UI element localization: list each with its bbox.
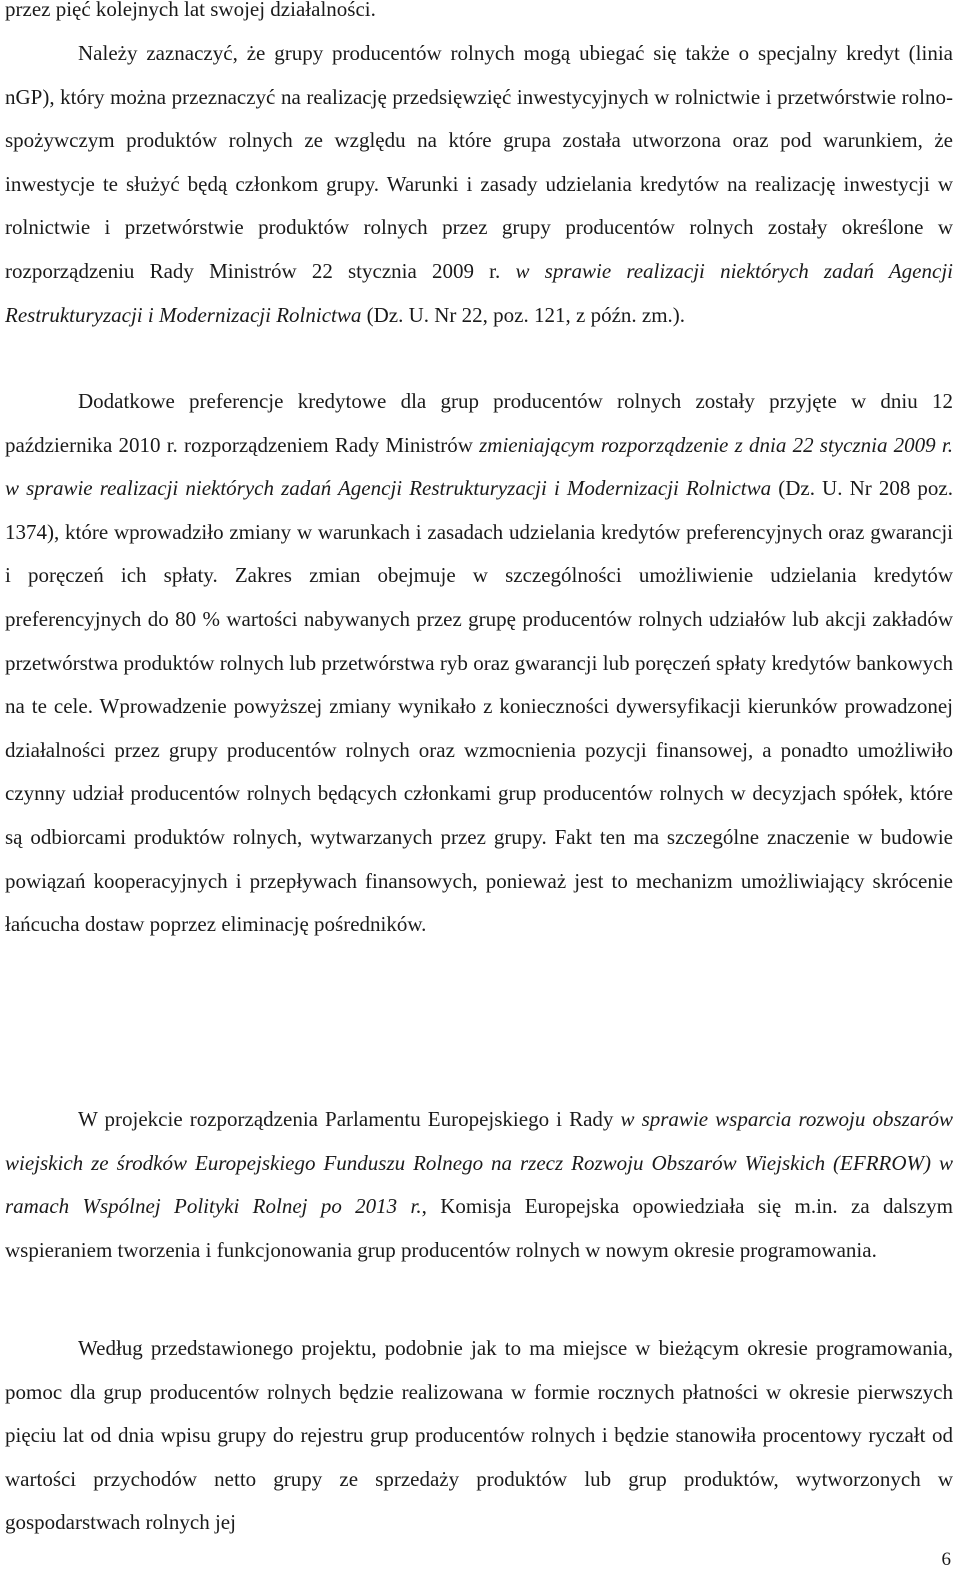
italic-citation: zmieniającym rozporządzenie z dnia 22 stycznia 2009 r. w sprawie realizacji niektórych zadań Agencji Restrukturyzacji i Modernizacji Rolnictwa <box>5 432 953 501</box>
text-segment: Dodatkowe preferencje kredytowe dla grup producentów rolnych zostały przyjęte w dniu 12 października 2010 r. rozporządzeniem Rady Ministrów <box>5 389 953 457</box>
italic-citation: w sprawie realizacji niektórych zadań Agencji Restrukturyzacji i Modernizacji Rolnictwa <box>5 258 953 327</box>
paragraph-4 <box>5 1327 953 1545</box>
text-segment: Należy zaznaczyć, że grupy producentów rolnych mogą ubiegać się także o specjalny kredyt (linia nGP), który można przeznaczyć na realizację przedsięwzięć inwestycyjnych w rolnictwie i przetwórstwie rolno-spożywczym produktów rolnych ze względu na które grupa została utworzona oraz pod warunkiem, że inwestycje te służyć będą członkom grupy. Warunki i zasady udzielania kredytów na realizację inwestycji w rolnictwie i przetwórstwie produktów rolnych przez grupy producentów rolnych zostały określone w rozporządzeniu Rady Ministrów 22 stycznia 2009 r. <box>5 41 953 283</box>
text-segment: przez pięć kolejnych lat swojej działalności. <box>5 0 376 21</box>
paragraph-2 <box>5 380 953 947</box>
paragraph-0 <box>5 0 953 32</box>
paragraph-3 <box>5 1098 953 1272</box>
text-segment: (Dz. U. Nr 22, poz. 121, z późn. zm.). <box>361 302 686 327</box>
paragraph-1 <box>5 32 953 337</box>
page-number: 6 <box>941 1549 951 1570</box>
text-segment: W projekcie rozporządzenia Parlamentu Europejskiego i Rady <box>78 1107 621 1131</box>
text-segment: (Dz. U. Nr 208 poz. 1374), które wprowadziło zmiany w warunkach i zasadach udzielania kredytów preferencyjnych oraz gwarancji i poręczeń ich spłaty. Zakres zmian obejmuje w szczególności umożliwienie udzielania kredytów preferencyjnych do 80 % wartości nabywanych przez grupę producentów rolnych udziałów lub akcji zakładów przetwórstwa produktów rolnych lub przetwórstwa ryb oraz gwarancji lub poręczeń spłaty kredytów bankowych na te cele. Wprowadzenie powyższej zmiany wynikało z konieczności dywersyfikacji kierunków prowadzonej działalności przez grupy producentów rolnych oraz wzmocnienia pozycji finansowej, a ponadto umożliwiło czynny udział producentów rolnych będących członkami grup producentów rolnych w decyzjach spółek, które są odbiorcami produktów rolnych, wytwarzanych przez grupy. Fakt ten ma szczególne znaczenie w budowie powiązań kooperacyjnych i przepływach finansowych, ponieważ jest to mechanizm umożliwiający skrócenie łańcucha dostaw poprzez eliminację pośredników. <box>5 476 953 937</box>
italic-citation: w sprawie wsparcia rozwoju obszarów wiejskich ze środków Europejskiego Funduszu Rolnego na rzecz Rozwoju Obszarów Wiejskich (EFRROW) w ramach Wspólnej Polityki Rolnej po 2013 r. <box>5 1107 954 1219</box>
text-segment: , Komisja Europejska opowiedziała się m.in. za dalszym wspieraniem tworzenia i funkcjonowania grup producentów rolnych w nowym okresie programowania. <box>5 1194 953 1262</box>
text-segment: Według przedstawionego projektu, podobnie jak to ma miejsce w bieżącym okresie programowania, pomoc dla grup producentów rolnych będzie realizowana w formie rocznych płatności w okresie pierwszych pięciu lat od dnia wpisu grupy do rejestru grup producentów rolnych i będzie stanowiła procentowy ryczałt od wartości przychodów netto grupy ze sprzedaży produktów lub grup produktów, wytworzonych w gospodarstwach rolnych jej <box>5 1336 953 1535</box>
